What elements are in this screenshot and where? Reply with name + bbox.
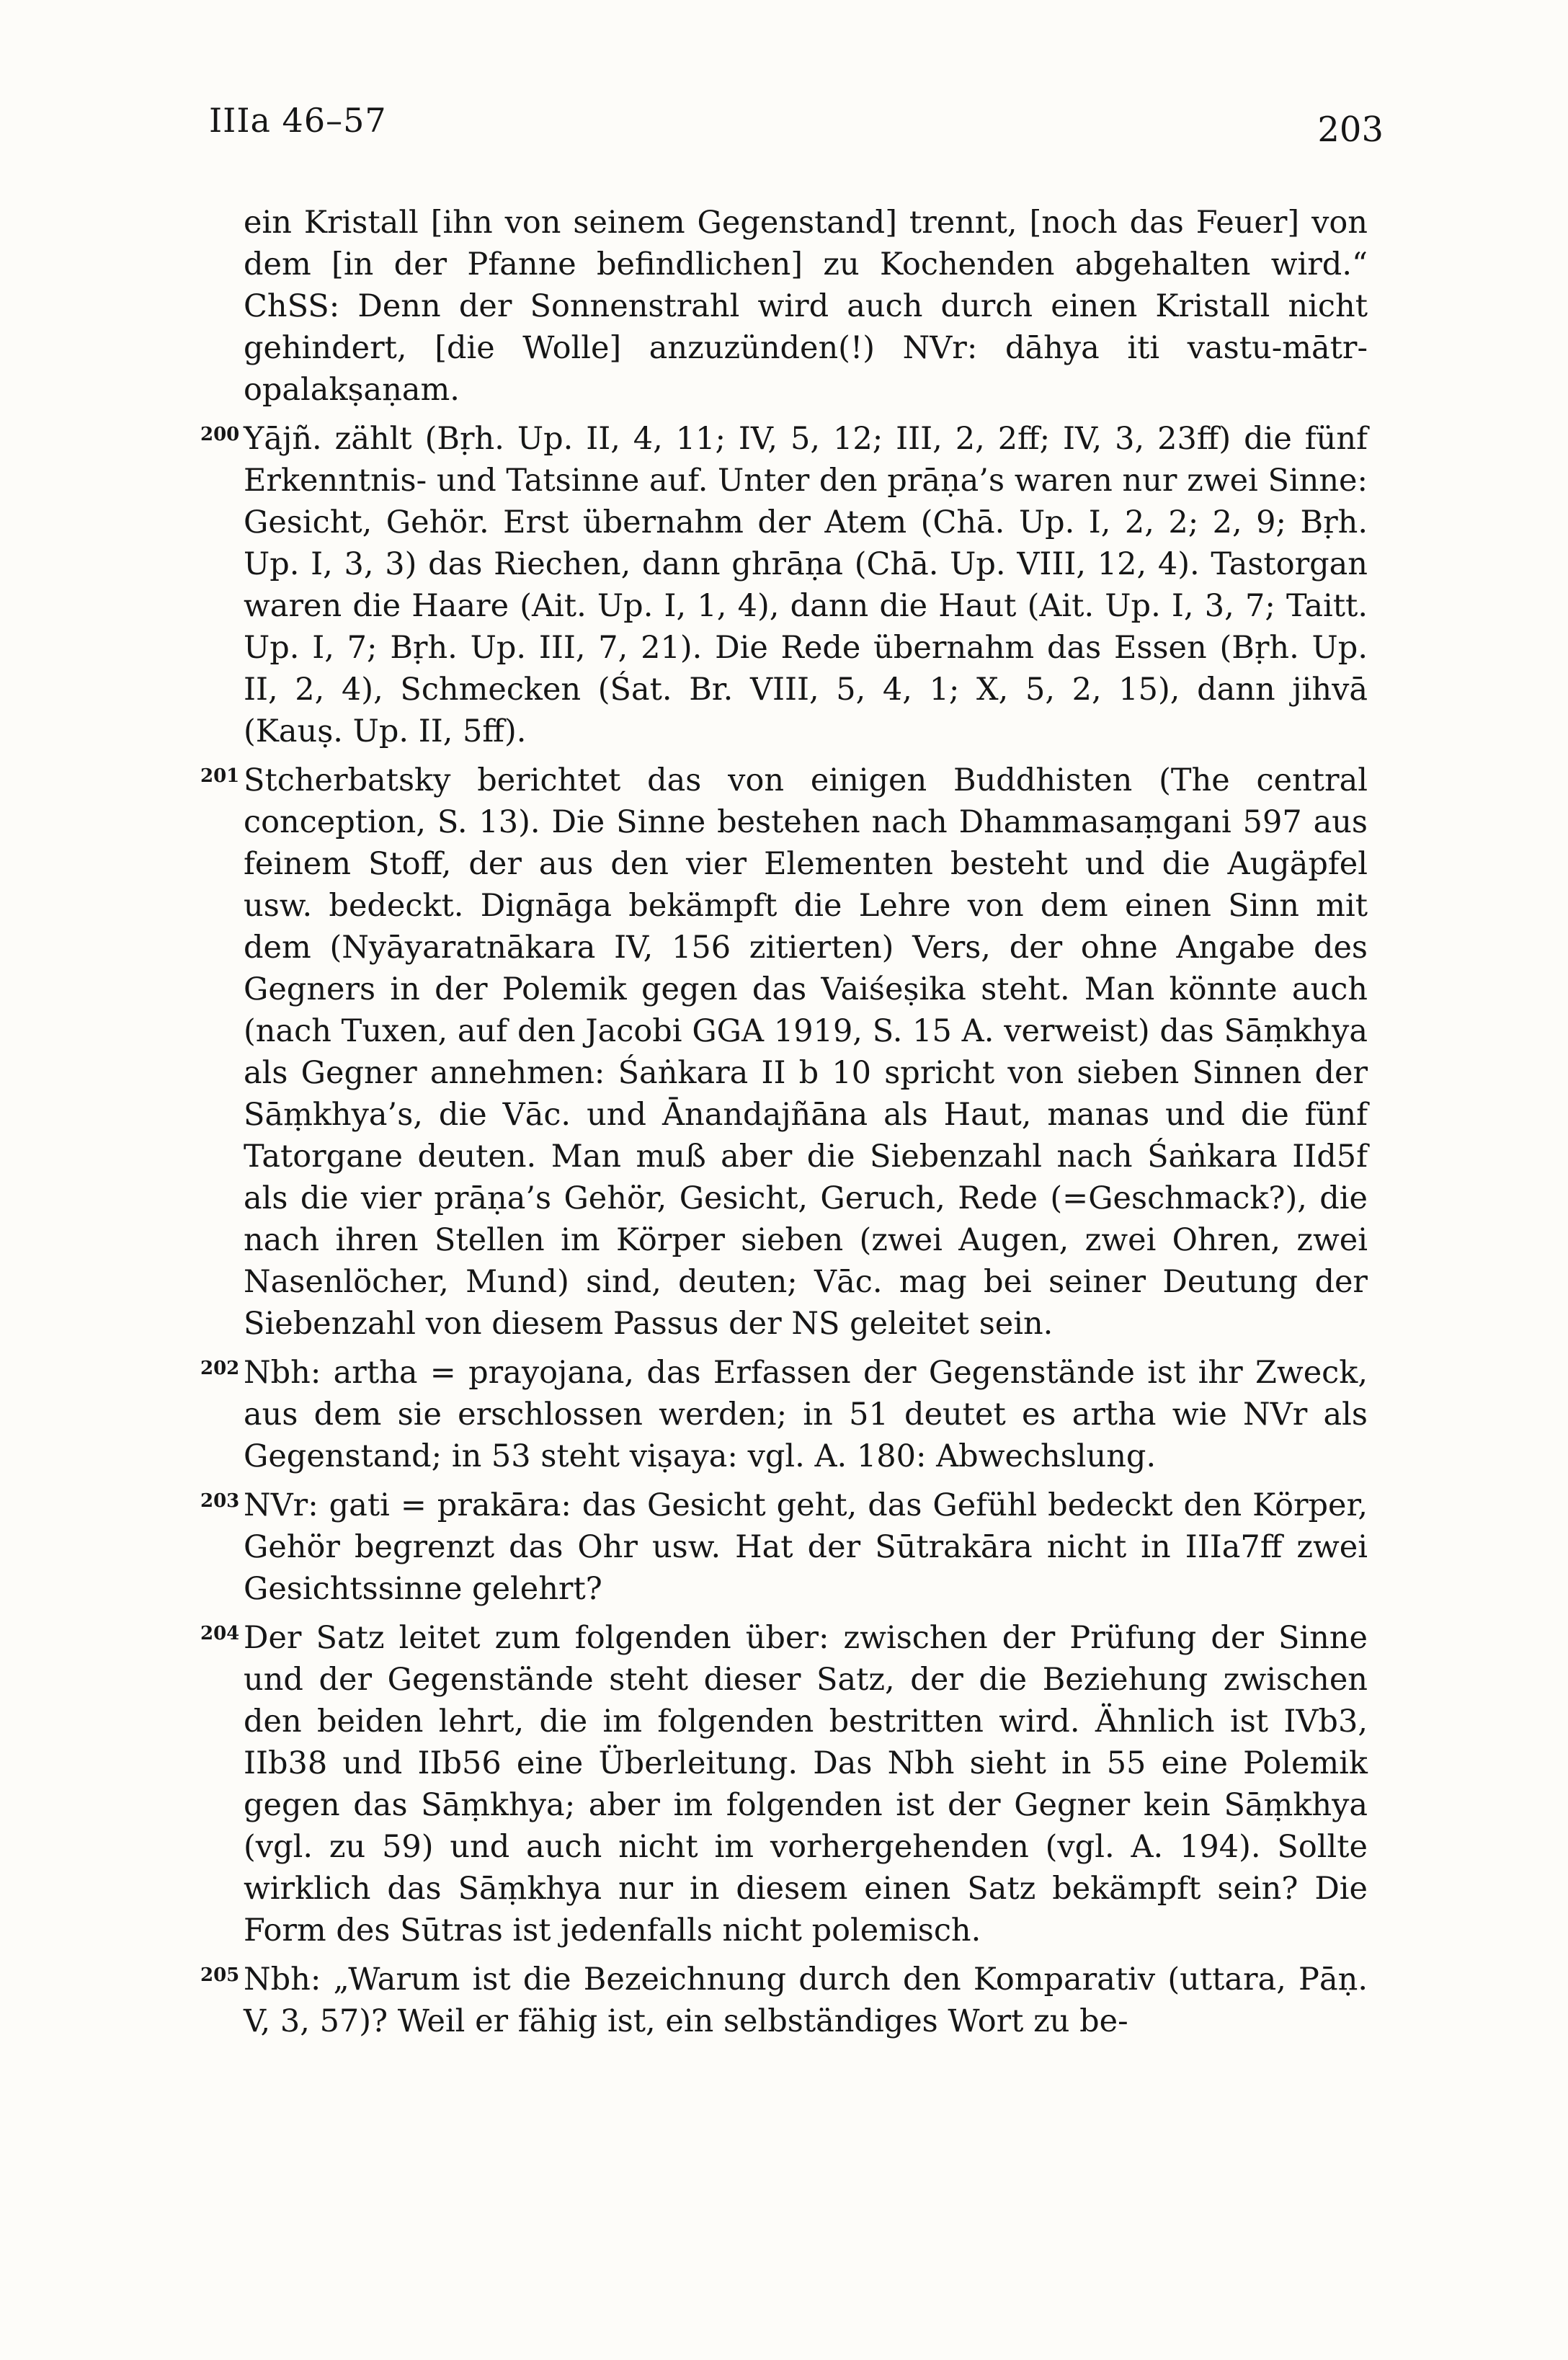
page-number: 203	[1317, 110, 1384, 150]
page-header	[209, 101, 1384, 159]
footnote	[200, 418, 1368, 752]
footnote	[200, 1484, 1368, 1610]
continued-footnote-text: ein Kristall [ihn von seinem Gegenstand] trennt, [noch das Feuer] von dem [in der Pfanne befindlichen] zu Kochenden abgehalten wird.“ ChSS: Denn der Sonnenstrahl wird auch durch einen Kristall nicht gehindert, [die Wolle] anzuzünden(!) NVr: dāhya iti vastu-mātr-opalakṣaṇam.	[244, 205, 1368, 408]
footnote-text: Nbh: „Warum ist die Bezeichnung durch den Komparativ (uttara, Pāṇ. V, 3, 57)? Weil er fähig ist, ein selbständiges Wort zu be-	[244, 1962, 1368, 2039]
footnote-text: Yājñ. zählt (Bṛh. Up. II, 4, 11; IV, 5, 12; III, 2, 2ff; IV, 3, 23ff) die fünf Erkenntnis- und Tatsinne auf. Unter den prāṇa’s waren nur zwei Sinne: Gesicht, Gehör. Erst übernahm der Atem (Chā. Up. I, 2, 2; 2, 9; Bṛh. Up. I, 3, 3) das Riechen, dann ghrāṇa (Chā. Up. VIII, 12, 4). Tastorgan waren die Haare (Ait. Up. I, 1, 4), dann die Haut (Ait. Up. I, 3, 7; Taitt. Up. I, 7; Bṛh. Up. III, 7, 21). Die Rede übernahm das Essen (Bṛh. Up. II, 2, 4), Schmecken (Śat. Br. VIII, 5, 4, 1; X, 5, 2, 15), dann jihvā (Kauṣ. Up. II, 5ff).	[244, 421, 1368, 749]
footnote-text: Nbh: artha = prayojana, das Erfassen der Gegenstände ist ihr Zweck, aus dem sie erschlossen werden; in 51 deutet es artha wie NVr als Gegenstand; in 53 steht viṣaya: vgl. A. 180: Abwechslung.	[244, 1355, 1368, 1474]
footnote-text: Der Satz leitet zum folgenden über: zwischen der Prüfung der Sinne und der Gegenstände steht dieser Satz, der die Beziehung zwischen den beiden lehrt, die im folgenden bestritten wird. Ähnlich ist IVb3, IIb38 und IIb56 eine Überleitung. Das Nbh sieht in 55 eine Polemik gegen das Sāṃkhya; aber im folgenden ist der Gegner kein Sāṃkhya (vgl. zu 59) und auch nicht im vorhergehenden (vgl. A. 194). Sollte wirklich das Sāṃkhya nur in diesem einen Satz bekämpft sein? Die Form des Sūtras ist jedenfalls nicht polemisch.	[244, 1620, 1368, 1949]
footnote	[200, 1352, 1368, 1477]
running-head: IIIa 46–57	[209, 101, 387, 140]
footnote-number: 200	[200, 424, 240, 445]
footnote-text: NVr: gati = prakāra: das Gesicht geht, das Gefühl bedeckt den Körper, Gehör begrenzt das Ohr usw. Hat der Sūtrakāra nicht in IIIa7ff zwei Gesichtssinne gelehrt?	[244, 1487, 1368, 1607]
footnote	[200, 1617, 1368, 1951]
footnote	[200, 1959, 1368, 2042]
footnote-text: Stcherbatsky berichtet das von einigen Buddhisten (The central conception, S. 13). Die Sinne bestehen nach Dhammasaṃgani 597 aus feinem Stoff, der aus den vier Elementen besteht und die Augäpfel usw. bedeckt. Dignāga bekämpft die Lehre von dem einen Sinn mit dem (Nyāyaratnākara IV, 156 zitierten) Vers, der ohne Angabe des Gegners in der Polemik gegen das Vaiśeṣika steht. Man könnte auch (nach Tuxen, auf den Jacobi GGA 1919, S. 15 A. verweist) das Sāṃkhya als Gegner annehmen: Śaṅkara II b 10 spricht von sieben Sinnen der Sāṃkhya’s, die Vāc. und Ānandajñāna als Haut, manas und die fünf Tatorgane deuten. Man muß aber die Siebenzahl nach Śaṅkara IId5f als die vier prāṇa’s Gehör, Gesicht, Geruch, Rede (=Geschmack?), die nach ihren Stellen im Körper sieben (zwei Augen, zwei Ohren, zwei Nasenlöcher, Mund) sind, deuten; Vāc. mag bei seiner Deutung der Siebenzahl von diesem Passus der NS geleitet sein.	[244, 762, 1368, 1342]
footnote-number: 202	[200, 1358, 240, 1379]
footnote-number: 204	[200, 1623, 240, 1644]
footnote-text-block	[200, 202, 1368, 2042]
footnote	[200, 760, 1368, 1345]
footnote-number: 205	[200, 1964, 240, 1986]
footnote-number: 203	[200, 1490, 240, 1512]
footnote-number: 201	[200, 765, 240, 787]
